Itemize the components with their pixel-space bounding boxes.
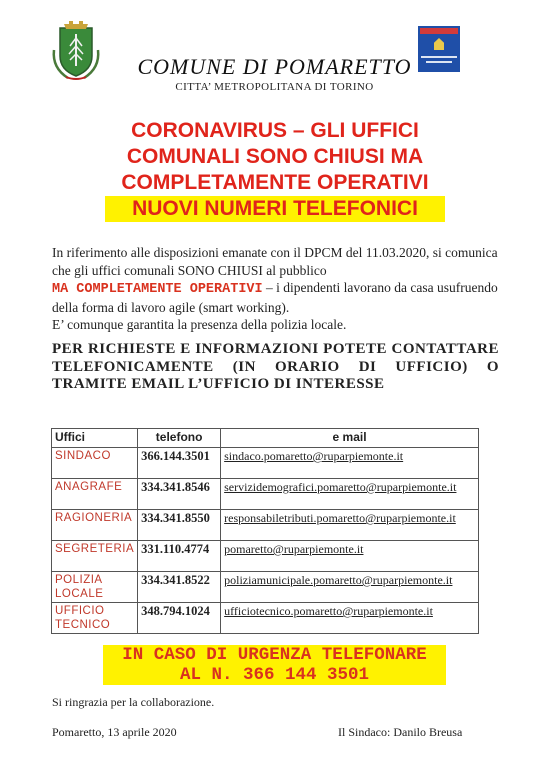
urgency-line-1: IN CASO DI URGENZA TELEFONARE bbox=[122, 645, 427, 665]
office-email-link[interactable]: responsabiletributi.pomaretto@ruparpiemonte.it bbox=[221, 510, 479, 541]
office-email-link[interactable]: poliziamunicipale.pomaretto@ruparpiemonte.it bbox=[221, 572, 479, 603]
announcement-paragraph bbox=[52, 244, 499, 334]
thanks-text: Si ringrazia per la collaborazione. bbox=[52, 695, 215, 709]
place-date: Pomaretto, 13 aprile 2020 bbox=[52, 725, 177, 739]
office-name: RAGIONERIA bbox=[52, 510, 138, 541]
offices-table bbox=[51, 428, 479, 634]
headline-highlight: NUOVI NUMERI TELEFONICI bbox=[105, 196, 445, 222]
headline bbox=[60, 118, 490, 196]
contact-instructions: PER RICHIESTE E INFORMAZIONI POTETE CONTATTARE TELEFONICAMENTE (IN ORARIO DI UFFICIO) O TRAMITE EMAIL L’UFFICIO DI INTERESSE bbox=[52, 341, 499, 392]
office-email-link[interactable]: servizidemografici.pomaretto@ruparpiemonte.it bbox=[221, 479, 479, 510]
office-email-link[interactable]: pomaretto@ruparpiemonte.it bbox=[221, 541, 479, 572]
citta-subtitle: CITTA’ METROPOLITANA DI TORINO bbox=[175, 81, 374, 93]
police-note: E’ comunque garantita la presenza della polizia locale. bbox=[52, 317, 347, 332]
signature: Il Sindaco: Danilo Breusa bbox=[338, 725, 463, 739]
office-phone[interactable]: 331.110.4774 bbox=[138, 541, 221, 572]
announcement-text: In riferimento alle disposizioni emanate con il DPCM del 11.03.2020, si comunica che gli uffici comunali SONO CHIUSI al pubblico bbox=[52, 245, 498, 278]
comune-title: COMUNE DI POMARETTO bbox=[137, 54, 412, 79]
office-phone[interactable]: 334.341.8522 bbox=[138, 572, 221, 603]
office-name: UFFICIO TECNICO bbox=[52, 603, 138, 634]
table-row bbox=[52, 541, 479, 572]
office-name: ANAGRAFE bbox=[52, 479, 138, 510]
table-row bbox=[52, 603, 479, 634]
office-name: POLIZIA LOCALE bbox=[52, 572, 138, 603]
office-phone[interactable]: 334.341.8550 bbox=[138, 510, 221, 541]
header-telefono: telefono bbox=[138, 429, 221, 448]
headline-line-3: COMPLETAMENTE OPERATIVI bbox=[121, 171, 429, 194]
urgency-notice bbox=[103, 645, 446, 685]
office-phone[interactable]: 366.144.3501 bbox=[138, 448, 221, 479]
header-email: e mail bbox=[221, 429, 479, 448]
office-email-link[interactable]: ufficiotecnico.pomaretto@ruparpiemonte.it bbox=[221, 603, 479, 634]
header-uffici: Uffici bbox=[52, 429, 138, 448]
office-email-link[interactable]: sindaco.pomaretto@ruparpiemonte.it bbox=[221, 448, 479, 479]
office-phone[interactable]: 348.794.1024 bbox=[138, 603, 221, 634]
office-name: SINDACO bbox=[52, 448, 138, 479]
announcement-red-text: MA COMPLETAMENTE OPERATIVI bbox=[52, 282, 263, 297]
urgency-line-2[interactable]: AL N. 366 144 3501 bbox=[179, 665, 370, 685]
table-row bbox=[52, 510, 479, 541]
table-row bbox=[52, 572, 479, 603]
announcement-continuation: – i dipendenti lavorano da casa usufruendo della forma di lavoro agile (smart working). bbox=[52, 280, 498, 315]
headline-line-1: CORONAVIRUS – GLI UFFICI bbox=[131, 119, 419, 142]
table-row bbox=[52, 479, 479, 510]
headline-line-2: COMUNALI SONO CHIUSI MA bbox=[126, 145, 424, 168]
office-name: SEGRETERIA bbox=[52, 541, 138, 572]
table-row bbox=[52, 448, 479, 479]
office-phone[interactable]: 334.341.8546 bbox=[138, 479, 221, 510]
